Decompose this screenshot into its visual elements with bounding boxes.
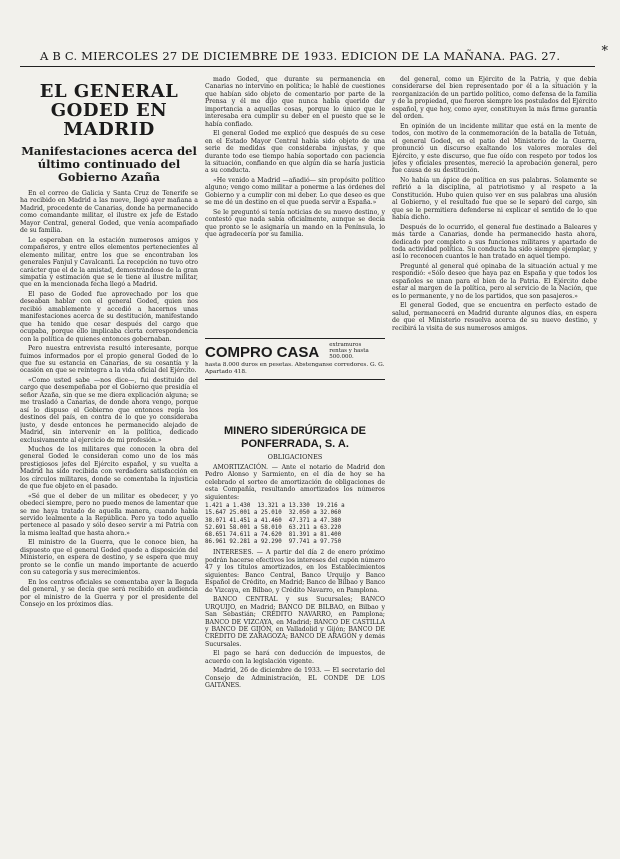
article-paragraph: Después de lo ocurrido, el general fue destinado a Baleares y más tarde a Canarias, donde ha permanecido hasta ahora, dedicado por completo a sus funciones militares y apartado de toda actividad política. Su conducta ha sido siempre ejemplar, y así lo reconocen cuantos le han tratado en aquel tiempo. bbox=[392, 223, 597, 261]
header-rule bbox=[20, 66, 595, 67]
company-subtitle: OBLIGACIONES bbox=[267, 453, 323, 461]
number-row: 15.647 25.001 a 25.010 32.050 a 32.060 bbox=[205, 510, 342, 517]
article-paragraph: «He venido a Madrid —añadió— sin propósito político alguno; vengo como militar a ponerme a las órdenes del Gobierno y a cumplir con mi deber. Lo que deseo es que se me dé un destino en el que pueda servir a España.» bbox=[205, 176, 385, 207]
number-table bbox=[205, 503, 385, 546]
article-paragraph: No había un ápice de política en sus palabras. Solamente se refirió a la disciplina, al patriotismo y al respeto a la Constitución. Hubo quien quiso ver en sus palabras una alusión al Gobierno, y el resultado fue que se le separó del cargo, sin que se le permitiera defenderse ni explicar el sentido de lo que había dicho. bbox=[392, 176, 597, 222]
article-paragraph: En el correo de Galicia y Santa Cruz de Tenerife se ha recibido en Madrid a las nueve, llegó ayer mañana a Madrid, procedente de Canarias, donde ha permanecido como comandante militar, el ilustre ex jefe de Estado Mayor Central, general Goded, que venía acompañado de su familia. bbox=[20, 190, 198, 235]
ad-title: COMPRO CASA bbox=[205, 344, 320, 361]
notice-paragraph: BANCO CENTRAL y sus Sucursales; BANCO URQUIJO, en Madrid; BANCO DE BILBAO, en Bilbao y San Sebastián; CRÉDITO NAVARRO, en Pamplona; BANCO DE VIZCAYA, en Madrid; BANCO DE CASTILLA y BANCO DE GIJÓN, en Valladolid y Gijón; BANCO DE CRÉDITO DE ZARAGOZA; BANCO DE ARAGÓN y demás Sucursales. bbox=[205, 596, 385, 648]
number-row: 86.961 92.281 a 92.290 97.741 a 97.750 bbox=[205, 539, 342, 546]
classified-ad bbox=[205, 338, 385, 380]
column-left bbox=[20, 76, 198, 846]
article-paragraph: «Como usted sabe —nos dice—, fui destituido del cargo que desempeñaba por el Gobierno que presidía el señor Azaña, sin que se me diera explicación alguna; se me trasladó a Canarias, de donde ahora vengo, porque así lo dispuso el Gobierno que entonces regía los destinos del país, en contra de lo que yo consideraba justo, y desde entonces he permanecido alejado de Madrid, sin intervenir en la política, dedicado exclusivamente al ejercicio de mi profesión.» bbox=[20, 376, 198, 444]
ad-body: hasta 8.000 duros en pesetas. Abstenganse corredores. G. G. Apartado 418. bbox=[205, 362, 385, 375]
subheadline: Manifestaciones acerca del último continuado del Gobierno Azaña bbox=[21, 144, 197, 184]
article-paragraph: del general, como un Ejército de la Patria, y que debía considerarse del bien representado por él a la situación y la reorganización de un partido político, como defensa de la familia y de la propiedad, que fueron siempre los postulados del Ejército español, y que hoy, como ayer, constituyen la más firme garantía del orden. bbox=[392, 76, 597, 121]
company-notice bbox=[205, 421, 385, 692]
article-paragraph: El ministro de la Guerra, que le conoce bien, ha dispuesto que el general Goded quede a disposición del Ministerio, en espera de destino, y se espera que muy pronto se le confíe un mando importante de acuerdo con su categoría y sus merecimientos. bbox=[20, 539, 198, 577]
notice-paragraph: AMORTIZACIÓN. — Ante el notario de Madrid don Pedro Alonso y Sarmiento, en el día de hoy se ha celebrado el sorteo de amortización de obligaciones de esta Compañía, resultando amortizados los números siguientes: bbox=[205, 464, 385, 501]
column-middle bbox=[205, 76, 385, 846]
article-paragraph: Pero nuestra entrevista resultó interesante, porque fuimos informados por el propio general Goded de lo que fue su estancia en Canarias, de su cesantía y la ocasión en que se reintegra a la vida oficial del Ejército. bbox=[20, 345, 198, 375]
article-paragraph: «Sé que el deber de un militar es obedecer, y yo obedecí siempre, pero no puedo menos de lamentar que se me haya tratado de aquella manera, cuando había servido lealmente a la República. Pero ya todo aquello pertenece al pasado y sólo deseo servir a mi Patria con la misma lealtad que hasta ahora.» bbox=[20, 492, 198, 537]
notice-paragraph: El pago se hará con deducción de impuestos, de acuerdo con la legislación vigente. bbox=[205, 650, 385, 665]
article-paragraph: En los centros oficiales se comentaba ayer la llegada del general, y se decía que será recibido en audiencia por el ministro de la Guerra y por el presidente del Consejo en los próximos días. bbox=[20, 578, 198, 609]
article-paragraph: El general Goded, que se encuentra en perfecto estado de salud, permanecerá en Madrid durante algunos días, en espera de que el Ministerio resuelva acerca de su nuevo destino, y recibirá la visita de sus numerosos amigos. bbox=[392, 302, 597, 332]
article-paragraph: mado Goded, que durante su permanencia en Canarias no intervino en política; le hablé de cuestiones que habían sido objeto de comentario por parte de la Prensa y él me dijo que nunca había querido dar importancia a aquellas cosas, porque lo único que le interesaba era cumplir su deber en el puesto que se le había confiado. bbox=[205, 76, 385, 128]
article-paragraph: En opinión de un incidente militar que está en la mente de todos, con motivo de la conmemoración de la batalla de Tetuán, el general Goded, en el patio del Ministerio de la Guerra, pronunció un discurso exaltando los valores morales del Ejército, y este discurso, que fue oído con respeto por todos los jefes y oficiales presentes, mereció la aprobación general, pero fue causa de su destitución. bbox=[392, 122, 597, 175]
main-headline: EL GENERAL GODED EN MADRID bbox=[39, 81, 179, 140]
ad-note: extramuros rentas y hasta 500.000. bbox=[329, 342, 369, 360]
company-title: MINERO SIDERÚRGICA DE PONFERRADA, S. A. bbox=[224, 425, 366, 450]
article-paragraph: Se le preguntó si tenía noticias de su nuevo destino, y contestó que nada sabía oficialmente, aunque se decía que pronto se le asignaría un mando en la Península, lo que agradecería por su familia. bbox=[205, 208, 385, 239]
number-row: 38.071 41.451 a 41.460 47.371 a 47.380 bbox=[205, 517, 342, 524]
article-paragraph: Le esperaban en la estación numerosos amigos y compañeros, y entre ellos elementos pertenecientes al elemento militar, entre los que se encontraban los generales Fanjul y Cavalcanti. La recepción no tuvo otro carácter que el de la amistad, demostrándose de la gran simpatía y estimación que se le tiene al ilustre militar, que en la mencionada fecha llegó a Madrid. bbox=[20, 236, 198, 289]
page-header: A B C. MIERCOLES 27 DE DICIEMBRE DE 1933. EDICION DE LA MAÑANA. PAG. 27. bbox=[40, 49, 561, 63]
notice-paragraph: INTERESES. — A partir del día 2 de enero próximo podrán hacerse efectivos los intereses del cupón número 47 y los títulos amortizados, en los Establecimientos siguientes: Banco Central, Banco Urquijo y Banco Español de Crédito, en Madrid; Banco de Bilbao y Banco de Vizcaya, en Bilbao, y Crédito Navarro, en Pamplona. bbox=[205, 549, 385, 594]
article-paragraph: Muchos de los militares que conocen la obra del general Goded le consideran como uno de los más prestigiosos jefes del Ejército español, y su vuelta a Madrid ha sido recibida con verdadera satisfacción en los círculos militares, donde se comentaba la injusticia de que fue objeto en el pasado. bbox=[20, 445, 198, 491]
column-right bbox=[392, 76, 597, 846]
notice-paragraph: Madrid, 26 de diciembre de 1933. — El secretario del Consejo de Administración, EL CONDE DE LOS GAITANES. bbox=[205, 667, 385, 690]
number-row: 52.691 58.001 a 58.010 63.211 a 63.220 bbox=[205, 524, 342, 531]
article-paragraph: El general Goded me explicó que después de su cese en el Estado Mayor Central había sido objeto de una serie de medidas que consideraba injustas, y que durante todo ese tiempo había soportado con paciencia la situación, confiando en que algún día se haría justicia a su conducta. bbox=[205, 130, 385, 175]
number-row: 1.421 a 1.430 13.321 a 13.330 19.216 a bbox=[205, 503, 345, 510]
header-mark: * bbox=[601, 44, 608, 59]
article-paragraph: Pregunté al general qué opinaba de la situación actual y me respondió: «Sólo deseo que haya paz en España y que todos los españoles se unan para el bien de la Patria. El Ejército debe estar al margen de la política, pero al servicio de la Nación, que es lo permanente, y no de los partidos, que son pasajeros.» bbox=[392, 262, 597, 300]
number-row: 68.651 74.611 a 74.620 81.391 a 81.400 bbox=[205, 532, 342, 539]
article-paragraph: El paso de Goded fue aprovechado por los que deseaban hablar con el general Goded, quien nos recibió amablemente y accedió a hacernos unas manifestaciones acerca de su destitución, manifestando que ha tenido que cesar después del cargo que ocupaba, porque ello implicaba cierta correspondencia con la política de quienes entonces gobernaban. bbox=[20, 290, 198, 343]
